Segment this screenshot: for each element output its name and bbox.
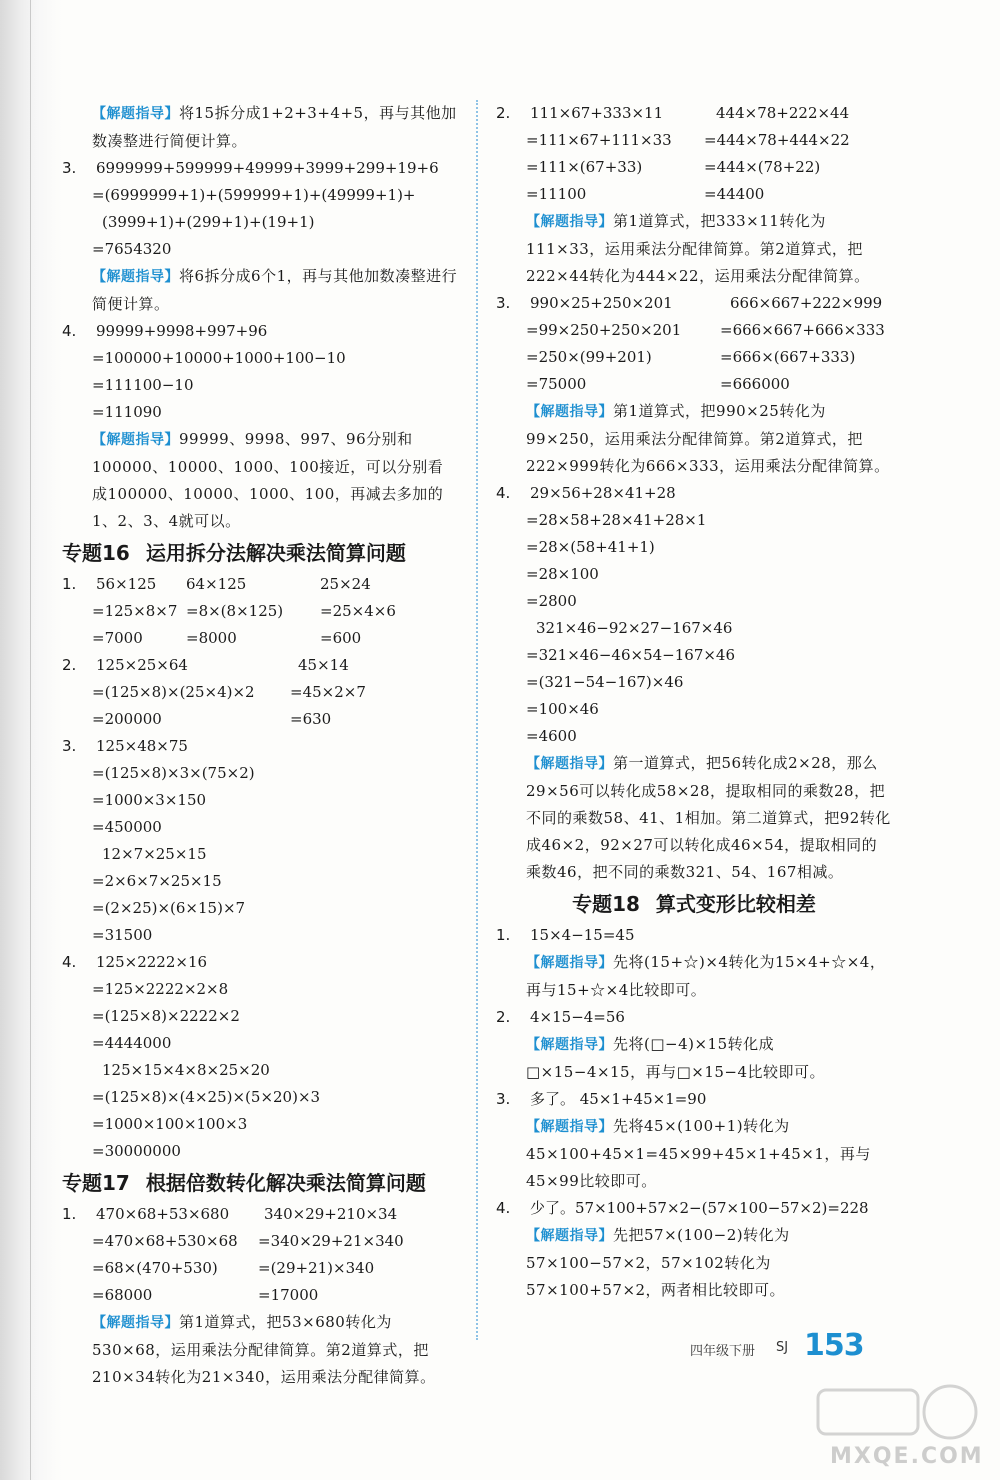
equation-a: =111×(67+33) (526, 158, 643, 176)
hint-paragraph (496, 750, 892, 886)
equation-line: =4444000 (92, 1034, 172, 1052)
problem-number: 4. (62, 953, 77, 971)
equation-c: 25×24 (320, 575, 371, 593)
topic-number: 专题18 (572, 892, 640, 916)
problem-line (62, 733, 458, 760)
problem-number: 1. (496, 926, 511, 944)
equation-line: =(125×8)×(4×25)×(5×20)×3 (92, 1088, 321, 1106)
equation-line: =2×6×7×25×15 (92, 872, 222, 890)
equation-b: =17000 (258, 1286, 319, 1304)
equation-line: =125×2222×2×8 (92, 980, 229, 998)
page-number: 153 (804, 1328, 864, 1363)
equation-line: =111100−10 (92, 376, 194, 394)
problem-number: 4. (496, 1199, 511, 1217)
problem-number: 3. (496, 1090, 511, 1108)
equation-b: =8000 (186, 629, 237, 647)
problem-number: 3. (62, 737, 77, 755)
equation-text: 125×2222×16 (96, 953, 208, 971)
hint-label: 【解题指导】 (526, 1228, 613, 1244)
equation-a: =111×67+111×33 (526, 131, 672, 149)
problem-line (496, 1195, 892, 1222)
equation-text: 少了。57×100+57×2−(57×100−57×2)=228 (530, 1199, 869, 1217)
hint-label: 【解题指导】 (92, 269, 179, 285)
hint-text: 先将45×(100+1)转化为45×100+45×1=45×99+45×1+45×1，再与45×99比较即可。 (526, 1117, 871, 1190)
equation-b: =666000 (720, 375, 790, 393)
topic-heading (62, 1165, 458, 1201)
topic-number: 专题17 (62, 1171, 130, 1195)
left-column (62, 100, 458, 1391)
watermark-logo (800, 1380, 990, 1475)
equation-line: 321×46−92×27−167×46 (536, 619, 733, 637)
hint-paragraph (62, 100, 458, 155)
equation-text: 15×4−15=45 (530, 926, 635, 944)
equation-line: (3999+1)+(299+1)+(19+1) (102, 213, 315, 231)
equation-row (496, 127, 892, 154)
hint-label: 【解题指导】 (92, 106, 179, 122)
equation-a: 125×25×64 (96, 656, 188, 674)
equation-a: =250×(99+201) (526, 348, 652, 366)
equation-line: =(6999999+1)+(599999+1)+(49999+1)+ (92, 186, 416, 204)
equation-b: 666×667+222×999 (730, 294, 883, 312)
hint-label: 【解题指导】 (526, 1119, 613, 1135)
equation-b: =8×(8×125) (186, 602, 284, 620)
equation-line: =(125×8)×3×(75×2) (92, 764, 255, 782)
hint-paragraph (62, 426, 458, 535)
equation-a: =7000 (92, 629, 143, 647)
page-footer (690, 1330, 890, 1370)
equation-a: 111×67+333×11 (530, 104, 664, 122)
watermark-emblem-icon (800, 1380, 990, 1450)
hint-text: 99999、9998、997、96分别和100000、10000、1000、100接近，可以分别看成100000、10000、1000、100，再减去多加的1、2、3、4就可以。 (92, 430, 444, 530)
book-binding-shadow (0, 0, 62, 1480)
equation-line: =31500 (92, 926, 153, 944)
problem-number: 3. (62, 159, 77, 177)
equation-line: =(125×8)×2222×2 (92, 1007, 240, 1025)
hint-text: 先将(15+☆)×4转化为15×4+☆×4，再与15+☆×4比较即可。 (526, 953, 886, 999)
equation-line: =2800 (526, 592, 577, 610)
equation-line: =(321−54−167)×46 (526, 673, 684, 691)
equation-row (496, 317, 892, 344)
equation-row (62, 625, 458, 652)
hint-paragraph (496, 1222, 892, 1304)
problem-number: 1. (62, 1205, 77, 1223)
equation-b: =630 (290, 710, 332, 728)
watermark-domain: MXQE.COM (830, 1444, 984, 1469)
equation-line: =(2×25)×(6×15)×7 (92, 899, 246, 917)
hint-label: 【解题指导】 (526, 955, 613, 971)
hint-paragraph (62, 263, 458, 318)
equation-b: 340×29+210×34 (264, 1205, 398, 1223)
problem-number: 2. (62, 656, 77, 674)
equation-row (496, 290, 892, 317)
equation-a: =(125×8)×(25×4)×2 (92, 683, 255, 701)
equation-a: =68000 (92, 1286, 153, 1304)
equation-a: =75000 (526, 375, 587, 393)
hint-text: 将15拆分成1+2+3+4+5，再与其他加数凑整进行简便计算。 (92, 104, 457, 150)
equation-line: =28×100 (526, 565, 599, 583)
problem-line (496, 1086, 892, 1113)
hint-text: 将6拆分成6个1，再与其他加数凑整进行简便计算。 (92, 267, 458, 313)
equation-b: 45×14 (298, 656, 349, 674)
topic-heading (496, 886, 892, 922)
hint-paragraph (496, 949, 892, 1004)
hint-paragraph (496, 1113, 892, 1195)
hint-label: 【解题指导】 (526, 756, 613, 772)
equation-c: =25×4×6 (320, 602, 396, 620)
hint-text: 第1道算式，把990×25转化为99×250，运用乘法分配律简算。第2道算式，把222×999转化为666×333，运用乘法分配律简算。 (526, 402, 890, 475)
hint-paragraph (496, 1031, 892, 1086)
hint-label: 【解题指导】 (526, 214, 613, 230)
equation-line: =1000×100×100×3 (92, 1115, 248, 1133)
equation-text: 99999+9998+997+96 (96, 322, 268, 340)
equation-b: =444×78+444×22 (704, 131, 850, 149)
equation-b: =666×(667+333) (720, 348, 856, 366)
equation-b: =444×(78+22) (704, 158, 821, 176)
equation-row (62, 1255, 458, 1282)
equation-row (62, 1282, 458, 1309)
equation-b: =(29+21)×340 (258, 1259, 375, 1277)
equation-row (496, 100, 892, 127)
equation-c: =600 (320, 629, 362, 647)
equation-a: 990×25+250×201 (530, 294, 673, 312)
hint-text: 第1道算式，把53×680转化为530×68，运用乘法分配律简算。第2道算式，把210×34转化为21×340，运用乘法分配律简算。 (92, 1313, 436, 1386)
problem-line (496, 922, 892, 949)
equation-row (62, 679, 458, 706)
column-divider (476, 100, 478, 1340)
equation-line: =321×46−46×54−167×46 (526, 646, 736, 664)
problem-line (496, 480, 892, 507)
topic-title: 根据倍数转化解决乘法简算问题 (145, 1171, 426, 1195)
equation-a: =125×8×7 (92, 602, 178, 620)
hint-paragraph (62, 1309, 458, 1391)
problem-number: 2. (496, 104, 511, 122)
hint-label: 【解题指导】 (526, 1037, 613, 1053)
equation-row (62, 706, 458, 733)
equation-a: =11100 (526, 185, 587, 203)
equation-line: =28×(58+41+1) (526, 538, 655, 556)
problem-number: 2. (496, 1008, 511, 1026)
hint-text: 先将(□−4)×15转化成□×15−4×15，再与□×15−4比较即可。 (526, 1035, 826, 1081)
equation-b: 444×78+222×44 (716, 104, 850, 122)
problem-number: 1. (62, 575, 77, 593)
hint-paragraph (496, 208, 892, 290)
equation-line: =111090 (92, 403, 162, 421)
problem-line (62, 318, 458, 345)
topic-title: 运用拆分法解决乘法简算问题 (145, 541, 406, 565)
equation-line: =1000×3×150 (92, 791, 207, 809)
equation-row (62, 598, 458, 625)
equation-a: 470×68+53×680 (96, 1205, 230, 1223)
equation-a: 56×125 (96, 575, 157, 593)
equation-text: 多了。 45×1+45×1=90 (530, 1090, 707, 1108)
equation-row (496, 344, 892, 371)
equation-line: =100000+10000+1000+100−10 (92, 349, 346, 367)
problem-line (62, 949, 458, 976)
equation-line: =28×58+28×41+28×1 (526, 511, 707, 529)
equation-row (496, 154, 892, 181)
equation-b: =44400 (704, 185, 765, 203)
equation-text: 4×15−4=56 (530, 1008, 625, 1026)
binding-edge-line (30, 0, 31, 1480)
problem-line (496, 1004, 892, 1031)
problem-line (62, 155, 458, 182)
equation-row (496, 181, 892, 208)
topic-number: 专题16 (62, 541, 130, 565)
problem-number: 4. (62, 322, 77, 340)
equation-a: =470×68+530×68 (92, 1232, 238, 1250)
hint-text: 第一道算式，把56转化成2×28，那么29×56可以转化成58×28，提取相同的乘数28，把不同的乘数58、41、1相加。第二道算式，把92转化成46×2，92×27可以转化成46×54，提取相同的乘数46，把不同的乘数321、54、167相减。 (526, 754, 891, 881)
equation-text: 29×56+28×41+28 (530, 484, 676, 502)
hint-label: 【解题指导】 (92, 1315, 179, 1331)
equation-b: =340×29+21×340 (258, 1232, 404, 1250)
equation-row (62, 571, 458, 598)
equation-line: =30000000 (92, 1142, 181, 1160)
equation-line: =450000 (92, 818, 162, 836)
equation-row (62, 1201, 458, 1228)
right-column (496, 100, 892, 1304)
equation-row (62, 652, 458, 679)
equation-line: =100×46 (526, 700, 599, 718)
grade-label: 四年级下册 (690, 1344, 756, 1359)
equation-a: =68×(470+530) (92, 1259, 218, 1277)
equation-line: =7654320 (92, 240, 172, 258)
hint-text: 第1道算式，把333×11转化为111×33，运用乘法分配律简算。第2道算式，把222×44转化为444×22，运用乘法分配律简算。 (526, 212, 870, 285)
equation-line: 125×15×4×8×25×20 (102, 1061, 270, 1079)
equation-row (62, 1228, 458, 1255)
hint-paragraph (496, 398, 892, 480)
topic-title: 算式变形比较相差 (655, 892, 816, 916)
equation-b: =45×2×7 (290, 683, 366, 701)
equation-b: =666×667+666×333 (720, 321, 885, 339)
equation-a: =99×250+250×201 (526, 321, 682, 339)
hint-label: 【解题指导】 (92, 432, 179, 448)
topic-heading (62, 535, 458, 571)
edition-label: SJ (776, 1340, 789, 1355)
hint-label: 【解题指导】 (526, 404, 613, 420)
equation-line: =4600 (526, 727, 577, 745)
problem-number: 4. (496, 484, 511, 502)
hint-text: 先把57×(100−2)转化为57×100−57×2，57×102转化为57×100+57×2，两者相比较即可。 (526, 1226, 790, 1299)
equation-line: 12×7×25×15 (102, 845, 207, 863)
equation-text: 6999999+599999+49999+3999+299+19+6 (96, 159, 439, 177)
equation-row (496, 371, 892, 398)
equation-text: 125×48×75 (96, 737, 188, 755)
problem-number: 3. (496, 294, 511, 312)
equation-b: 64×125 (186, 575, 247, 593)
equation-a: =200000 (92, 710, 162, 728)
